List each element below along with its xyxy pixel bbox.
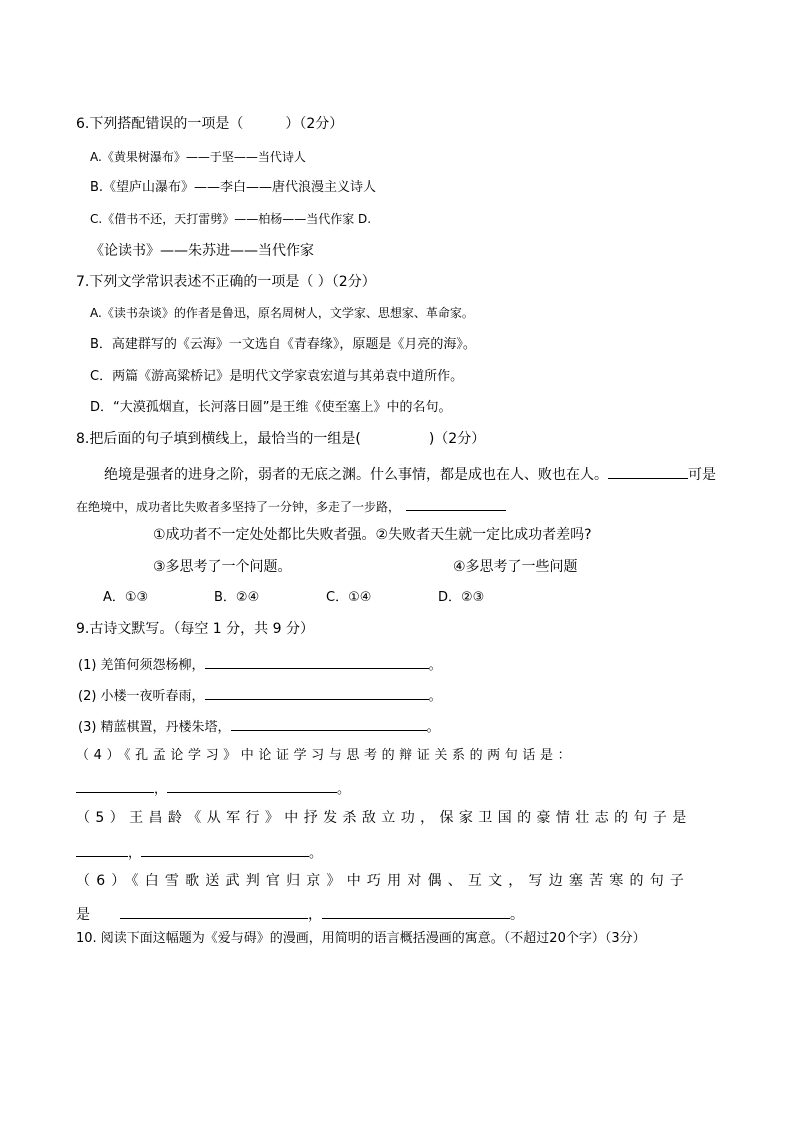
q9-item-4-answer [76, 779, 350, 796]
q6-option-c: C.《借书不还，天打雷劈》——柏杨——当代作家 D. [90, 212, 372, 226]
q9-item-6-comma: ， [308, 907, 322, 923]
q8-stem [76, 432, 485, 446]
q7-option-a: A.《读书杂谈》的作者是鲁迅，原名周树人，文学家、思想家、革命家。 [90, 306, 474, 320]
q9-blank-5a[interactable] [76, 843, 128, 857]
q9-item-1-end: 。 [428, 658, 442, 673]
q8-stem-text: 8.把后面的句子填到横线上，最恰当的一组是( [76, 431, 361, 447]
q8-passage-line2 [76, 497, 506, 513]
q8-passage-tail: 可是 [688, 467, 716, 483]
q9-item-3-text: (3) 精蓝棋置，丹楼朱塔， [78, 720, 231, 735]
q9-item-5-comma: ， [128, 846, 142, 861]
q9-item-6: （6）《白雪歌送武判官归京》中巧用对偶、互文，写边塞苦寒的句子 [76, 873, 691, 889]
q9-blank-6a[interactable] [120, 905, 308, 919]
q7-option-c: C．两篇《游高粱桥记》是明代文学家袁宏道与其弟袁中道所作。 [90, 369, 464, 384]
q8-passage-text-2: 在绝境中，成功者比失败者多坚持了一分钟，多走了一步路， [76, 500, 401, 514]
q8-passage-text: 绝境是强者的进身之阶，弱者的无底之渊。什么事情，都是成也在人、败也在人。 [104, 467, 608, 483]
q9-stem: 9.古诗文默写。（每空 1 分，共 9 分） [76, 621, 314, 637]
q8-choice-a: A．①③ [103, 590, 149, 605]
q8-blank-1[interactable] [608, 465, 688, 479]
q9-blank-6b[interactable] [322, 905, 510, 919]
q9-item-2 [78, 686, 442, 703]
q8-sentence-1-2: ①成功者不一定处处都比失败者强。②失败者天生就一定比成功者差吗? [153, 527, 592, 543]
q9-item-5-end: 。 [309, 846, 323, 861]
q6-stem [76, 117, 343, 131]
q9-item-1 [78, 655, 442, 672]
q8-choice-b: B．②④ [214, 590, 260, 605]
q9-blank-4a[interactable] [76, 779, 154, 793]
q8-choice-d: D．②③ [438, 590, 485, 605]
q9-item-4: （4）《孔孟论学习》中论证学习与思考的辩证关系的两句话是： [76, 748, 576, 763]
q8-score: )（2分） [428, 431, 486, 447]
q9-item-3 [78, 717, 440, 734]
q7-option-d: D．“大漠孤烟直，长河落日圆”是王维《使至塞上》中的名句。 [90, 400, 452, 415]
q8-sentence-3: ③多思考了一个问题。 [153, 559, 292, 575]
q9-blank-1[interactable] [205, 655, 429, 669]
q9-item-1-text: (1) 羌笛何须怨杨柳， [78, 658, 205, 673]
q9-blank-4b[interactable] [167, 779, 337, 793]
q9-item-6-shi: 是 [76, 907, 90, 923]
q9-item-6-end: 。 [510, 907, 524, 923]
q9-item-2-text: (2) 小楼一夜听春雨， [78, 689, 205, 704]
q6-option-b: B.《望庐山瀑布》——李白——唐代浪漫主义诗人 [90, 180, 377, 195]
q8-sentence-4: ④多思考了一些问题 [453, 559, 578, 575]
q10-stem: 10. 阅读下面这幅题为《爱与碍》的漫画，用简明的语言概括漫画的寓意。（不超过20个字）（3分） [76, 931, 646, 946]
q9-item-4-end: 。 [337, 782, 351, 797]
q9-item-5-answer [76, 843, 322, 860]
q9-blank-2[interactable] [205, 686, 429, 700]
q8-choice-c: C．①④ [326, 590, 372, 605]
q9-item-6-answer [76, 905, 524, 922]
q7-option-b: B．高建群写的《云海》一文选自《青春缘》，原题是《月亮的海》。 [90, 337, 476, 352]
q9-blank-5b[interactable] [141, 843, 309, 857]
q6-stem-text: 6.下列搭配错误的一项是（ [76, 116, 244, 132]
q9-item-3-end: 。 [426, 720, 440, 735]
q6-option-d: 《论读书》——朱苏进——当代作家 [90, 243, 314, 259]
q8-blank-2[interactable] [406, 497, 506, 511]
q8-passage-line1 [104, 465, 716, 482]
q9-item-4-comma: ， [154, 782, 168, 797]
q6-score: ）（2分） [285, 116, 344, 132]
q6-option-a: A.《黄果树瀑布》——于坚——当代诗人 [90, 150, 306, 164]
q9-item-5: （5）王昌龄《从军行》中抒发杀敌立功，保家卫国的豪情壮志的句子是 [76, 810, 692, 826]
q9-item-2-end: 。 [428, 689, 442, 704]
q9-blank-3[interactable] [231, 717, 427, 731]
q7-stem: 7.下列文学常识表述不正确的一项是（ ）（2分） [76, 274, 376, 290]
